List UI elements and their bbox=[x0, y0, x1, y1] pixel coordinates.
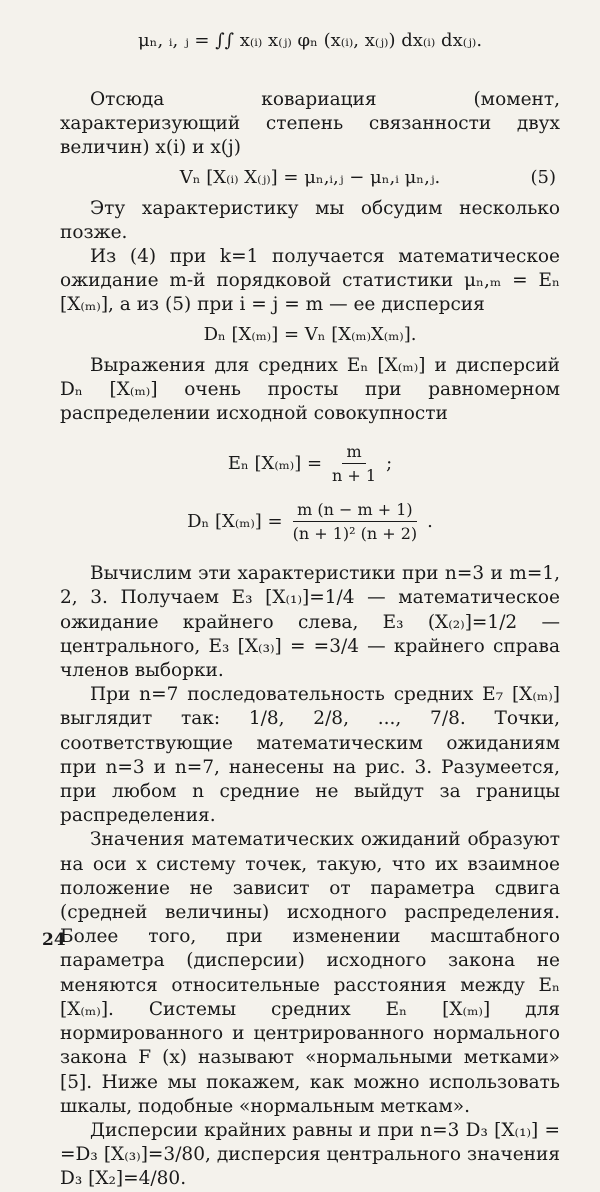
page-number: 24 bbox=[42, 930, 66, 950]
formula-variance-fraction bbox=[289, 500, 422, 543]
formula-variance-tail: . bbox=[427, 510, 433, 532]
formula-mean-denominator: n + 1 bbox=[332, 465, 377, 485]
formula-variance bbox=[60, 492, 560, 550]
formula-mean-left: Eₙ [X₍ₘ₎] = bbox=[227, 452, 323, 474]
paragraph-discuss-later: Эту характеристику мы обсудим несколько позже. bbox=[60, 197, 560, 243]
paragraph-uniform: Выражения для средних Eₙ [X₍ₘ₎] и дисперсий Dₙ [X₍ₘ₎] очень просты при равномерном распределении исходной совокупности bbox=[60, 354, 560, 425]
formula-mean-fraction bbox=[328, 442, 380, 485]
formula-double-integral: μₙ, ᵢ, ⱼ = ∫∫ x₍ᵢ₎ x₍ⱼ₎ φₙ (x₍ᵢ₎, x₍ⱼ₎) dx₍ᵢ₎ dx₍ⱼ₎. bbox=[137, 30, 483, 51]
paragraph-normal-marks: Значения математических ожиданий образуют на оси x систему точек, такую, что их взаимное положение не зависит от параметра сдвига (средней величины) исходного распределения. Более того, при изменении масштабного параметра (дисперсии) исходного закона не меняются относительные расстояния между Eₙ [X₍ₘ₎]. Системы средних Eₙ [X₍ₘ₎] для нормированного и центрированного нормального закона F (x) называют «нормальными метками» [5]. Ниже мы покажем, как можно использовать шкалы, подобные «нормальным меткам». bbox=[60, 829, 560, 1117]
paragraph-covariance-intro: Отсюда ковариация (момент, характеризующий степень связанности двух величин) x(i) и x(j) bbox=[60, 89, 560, 159]
equation-5-body: Vₙ [X₍ᵢ₎ X₍ⱼ₎] = μₙ,ᵢ,ⱼ − μₙ,ᵢ μₙ,ⱼ. bbox=[179, 166, 441, 188]
paragraph-expectation: Из (4) при k=1 получается математическое ожидание m-й порядковой статистики μₙ,ₘ = Eₙ [X₍ₘ₎], а из (5) при i = j = m — ее дисперсия bbox=[60, 246, 560, 316]
equation-dispersion: Dₙ [X₍ₘ₎] = Vₙ [X₍ₘ₎X₍ₘ₎]. bbox=[203, 323, 417, 345]
formula-mean bbox=[60, 434, 560, 492]
uniform-formulas bbox=[60, 434, 560, 550]
formula-variance-denominator: (n + 1)² (n + 2) bbox=[292, 523, 418, 543]
equation-5 bbox=[60, 165, 560, 191]
formula-variance-numerator: m (n − m + 1) bbox=[293, 500, 417, 522]
paragraph-n3: Вычислим эти характеристики при n=3 и m=1, 2, 3. Получаем E₃ [X₍₁₎]=1/4 — математическое ожидание крайнего слева, E₃ (X₍₂₎]=1/2 — центрального, E₃ [X₍₃₎] = =3/4 — крайнего справа членов выборки. bbox=[60, 563, 560, 682]
formula-mean-tail: ; bbox=[386, 452, 393, 474]
formula-mean-numerator: m bbox=[342, 442, 365, 464]
equation-5-number: (5) bbox=[530, 166, 556, 188]
formula-variance-left: Dₙ [X₍ₘ₎] = bbox=[187, 510, 283, 532]
paragraph-n7: При n=7 последовательность средних E₇ [X₍ₘ₎] выглядит так: 1/8, 2/8, ..., 7/8. Точки, соответствующие математическим ожиданиям при n=3 и n=7, нанесены на рис. 3. Разумеется, при любом n средние не выйдут за границы распределения. bbox=[60, 684, 560, 827]
paragraph-extreme-dispersion: Дисперсии крайних равны и при n=3 D₃ [X₍₁₎] = =D₃ [X₍₃₎]=3/80, дисперсия центрального значения D₃ [X₂]=4/80. bbox=[60, 1119, 560, 1190]
